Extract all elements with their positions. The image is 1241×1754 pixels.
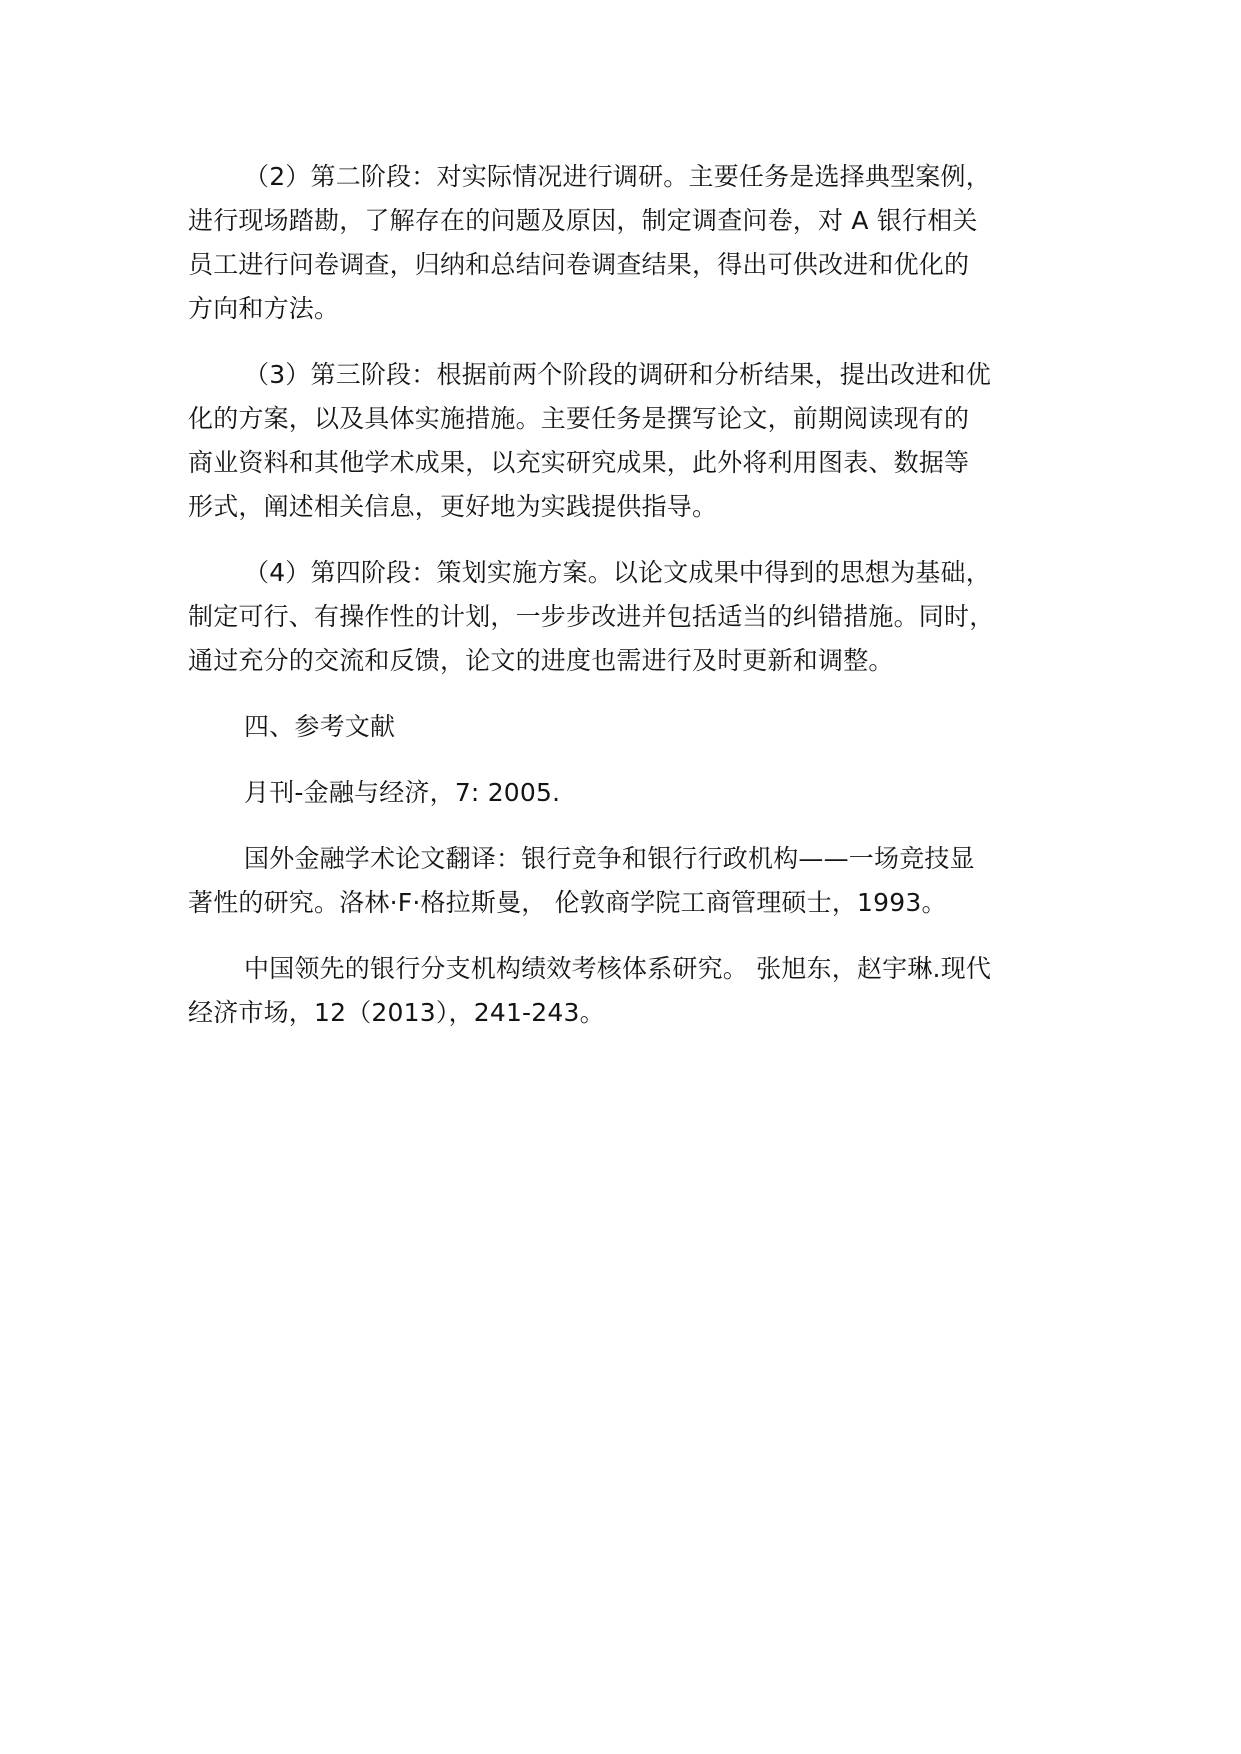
paragraph-line: 商业资料和其他学术成果，以充实研究成果，此外将利用图表、数据等 [188, 448, 970, 477]
reference-line: 国外金融学术论文翻译：银行竞争和银行行政机构——一场竞技显 [244, 844, 975, 873]
paragraph-line: 进行现场踏勘，了解存在的问题及原因，制定调查问卷，对 A 银行相关 [188, 206, 978, 235]
paragraph-gap [188, 815, 1088, 837]
paragraph-gap [188, 925, 1088, 947]
section-heading [188, 705, 1088, 749]
paragraph-stage-3 [188, 353, 1088, 529]
paragraph-line: （3）第三阶段：根据前两个阶段的调研和分析结果，提出改进和优 [244, 360, 991, 389]
paragraph-line: 方向和方法。 [188, 294, 340, 323]
paragraph-line: （4）第四阶段：策划实施方案。以论文成果中得到的思想为基础， [244, 558, 991, 587]
paragraph-line: 通过充分的交流和反馈，论文的进度也需进行及时更新和调整。 [188, 646, 894, 675]
document-body [188, 155, 1088, 1035]
paragraph-gap [188, 331, 1088, 353]
paragraph-gap [188, 749, 1088, 771]
paragraph-line: 形式，阐述相关信息，更好地为实践提供指导。 [188, 492, 718, 521]
paragraph-line: 员工进行问卷调查，归纳和总结问卷调查结果，得出可供改进和优化的 [188, 250, 970, 279]
section-heading-text: 四、参考文献 [244, 712, 396, 741]
reference-line: 经济市场，12（2013），241-243。 [188, 998, 605, 1027]
reference-item [188, 837, 1088, 925]
reference-item [188, 771, 1088, 815]
paragraph-gap [188, 529, 1088, 551]
paragraph-gap [188, 683, 1088, 705]
paragraph-stage-2 [188, 155, 1088, 331]
paragraph-line: 制定可行、有操作性的计划，一步步改进并包括适当的纠错措施。同时， [188, 602, 995, 631]
paragraph-line: 化的方案，以及具体实施措施。主要任务是撰写论文，前期阅读现有的 [188, 404, 970, 433]
paragraph-line: （2）第二阶段：对实际情况进行调研。主要任务是选择典型案例， [244, 162, 991, 191]
reference-line: 著性的研究。洛林·F·格拉斯曼， 伦敦商学院工商管理硕士，1993。 [188, 888, 947, 917]
reference-item [188, 947, 1088, 1035]
paragraph-stage-4 [188, 551, 1088, 683]
reference-line: 月刊-金融与经济，7: 2005. [244, 778, 561, 807]
reference-line: 中国领先的银行分支机构绩效考核体系研究。 张旭东，赵宇琳.现代 [244, 954, 992, 983]
